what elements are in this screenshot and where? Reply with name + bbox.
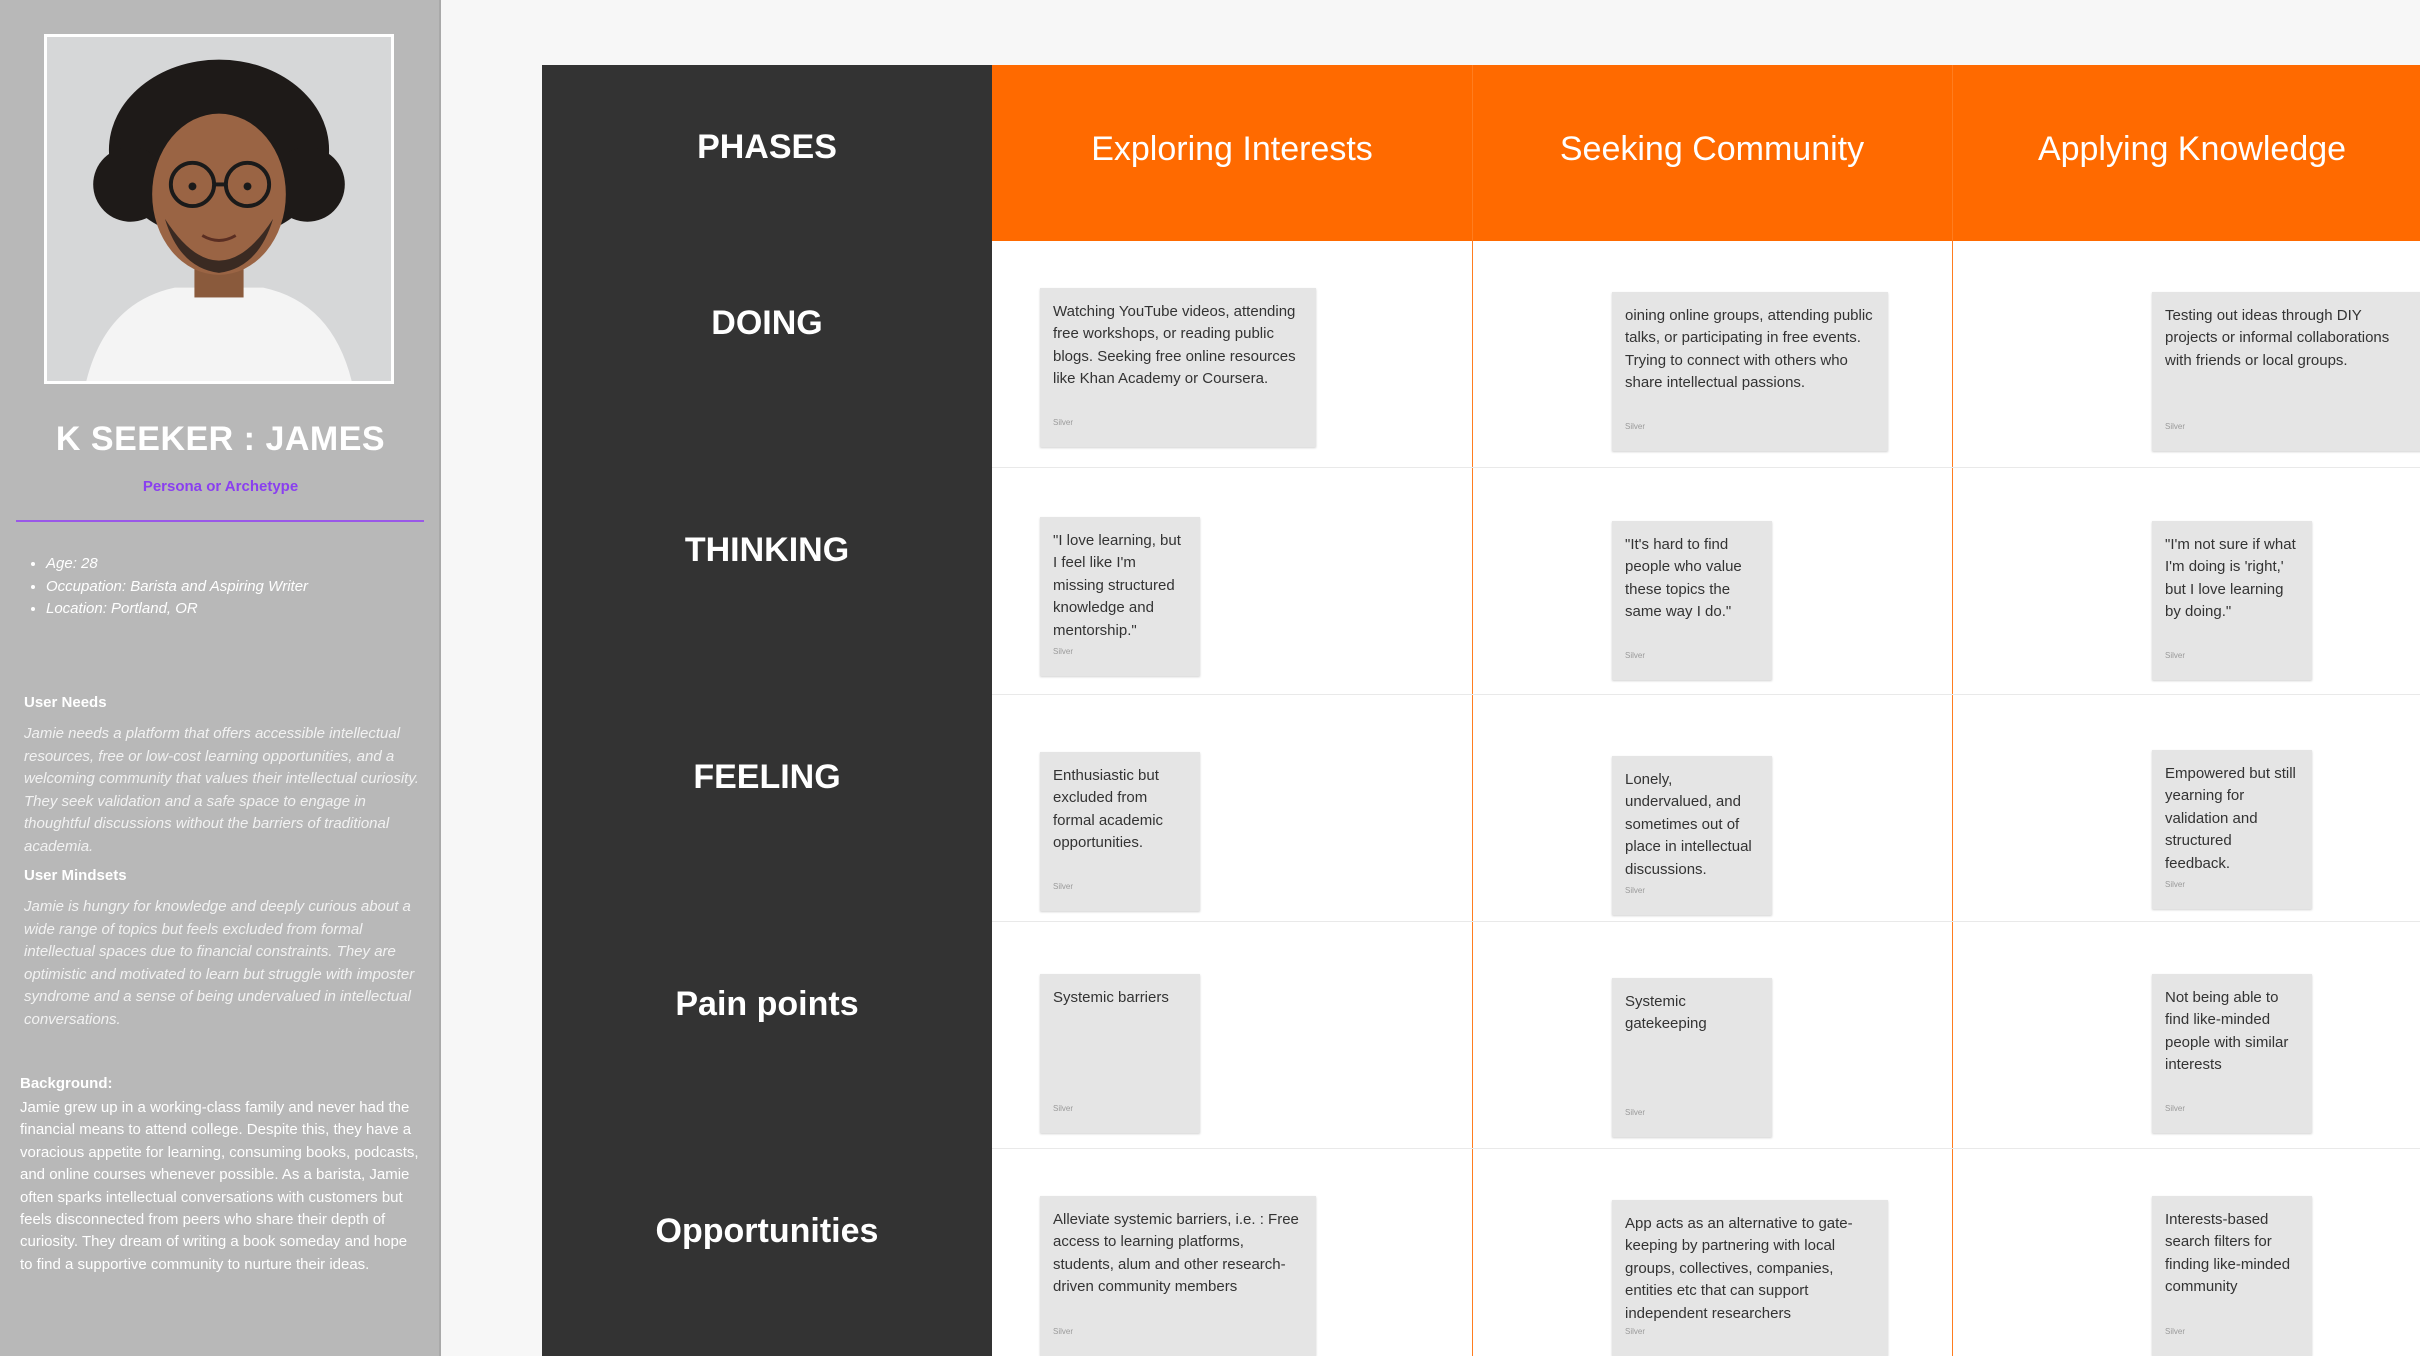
phase-applying-knowledge: Applying Knowledge <box>2037 130 2347 168</box>
row-header-column <box>542 65 992 1356</box>
column-divider <box>1472 65 1473 1356</box>
note-text: App acts as an alternative to gate-keeping by partnering with local groups, collectives, companies, entities etc that can support independent researchers <box>1625 1215 1853 1322</box>
fact-age: • Age: 28 <box>46 553 308 576</box>
note-tag: Silver <box>1053 646 1074 656</box>
note-tag: Silver <box>2165 650 2186 660</box>
phase-exploring-interests: Exploring Interests <box>1091 130 1373 168</box>
row-divider <box>992 694 2420 695</box>
sticky-note-pain-community[interactable] <box>1612 978 1772 1137</box>
sticky-note-doing-community[interactable] <box>1612 292 1888 451</box>
note-text: Interests-based search filters for finding like-minded community <box>2165 1211 2291 1296</box>
row-label-opportunities: Opportunities <box>655 1212 879 1250</box>
note-tag: Silver <box>2165 879 2186 889</box>
fact-location: • Location: Portland, OR <box>46 598 308 621</box>
note-text: Not being able to find like-minded people with similar interests <box>2165 989 2289 1074</box>
note-text: Enthusiastic but excluded from formal academic opportunities. <box>1053 767 1164 852</box>
note-tag: Silver <box>2165 1103 2186 1113</box>
sticky-note-opps-applying[interactable] <box>2152 1196 2312 1356</box>
sticky-note-thinking-community[interactable] <box>1612 521 1772 680</box>
note-tag: Silver <box>2165 421 2186 431</box>
note-text: Testing out ideas through DIY projects or informal collaborations with friends or local groups. <box>2165 307 2390 369</box>
note-text: Watching YouTube videos, attending free workshops, or reading public blogs. Seeking free online resources like Khan Academy or Coursera. <box>1053 303 1296 388</box>
note-text: Systemic gatekeeping <box>1625 993 1707 1033</box>
sticky-note-doing-exploring[interactable] <box>1040 288 1316 447</box>
user-needs-text: Jamie needs a platform that offers accessible intellectual resources, free or low-cost learning opportunities, and a welcoming community that values their intellectual curiosity. They seek validation and a safe space to engage in thoughtful discussions without the barriers of traditional academia. <box>24 725 419 855</box>
note-text: Systemic barriers <box>1053 989 1169 1006</box>
user-mindsets-text: Jamie is hungry for knowledge and deeply curious about a wide range of topics but feels excluded from formal intellectual spaces due to financial constraints. They are optimistic and motivated to learn but struggle with imposter syndrome and a sense of being undervalued in intellectual conversations. <box>24 898 415 1028</box>
journey-map <box>542 65 2420 1356</box>
row-label-doing: DOING <box>711 304 823 342</box>
sticky-note-pain-exploring[interactable] <box>1040 974 1200 1133</box>
note-tag: Silver <box>1625 1326 1646 1336</box>
row-divider <box>992 1148 2420 1149</box>
sticky-note-pain-applying[interactable] <box>2152 974 2312 1133</box>
persona-panel <box>0 0 441 1356</box>
note-tag: Silver <box>1625 885 1646 895</box>
background-heading: Background: <box>20 1075 113 1092</box>
note-tag: Silver <box>1625 1107 1646 1117</box>
persona-facts <box>30 553 308 621</box>
note-text: "I'm not sure if what I'm doing is 'right,' but I love learning by doing." <box>2165 536 2296 621</box>
note-text: Empowered but still yearning for validation and structured feedback. <box>2165 765 2296 872</box>
row-divider <box>992 467 2420 468</box>
persona-photo <box>44 34 394 384</box>
row-divider <box>992 921 2420 922</box>
persona-name: K SEEKER : JAMES <box>55 420 386 458</box>
note-text: oining online groups, attending public talks, or participating in free events. Trying to connect with others who share intellectual passions. <box>1625 307 1873 392</box>
note-tag: Silver <box>1053 417 1074 427</box>
note-tag: Silver <box>1625 650 1646 660</box>
user-mindsets-heading: User Mindsets <box>24 867 127 884</box>
note-tag: Silver <box>1053 1326 1074 1336</box>
persona-divider <box>16 520 424 522</box>
note-text: "I love learning, but I feel like I'm missing structured knowledge and mentorship." <box>1053 532 1181 639</box>
sticky-note-feeling-exploring[interactable] <box>1040 752 1200 911</box>
note-text: Alleviate systemic barriers, i.e. : Free access to learning platforms, students, alum and other research-driven community members <box>1053 1211 1299 1296</box>
fact-occupation: • Occupation: Barista and Aspiring Writer <box>46 576 308 599</box>
row-label-pain-points: Pain points <box>675 985 859 1023</box>
note-tag: Silver <box>1625 421 1646 431</box>
note-text: "It's hard to find people who value these topics the same way I do." <box>1625 536 1742 621</box>
persona-subtitle: Persona or Archetype <box>142 478 299 495</box>
note-text: Lonely, undervalued, and sometimes out of place in intellectual discussions. <box>1625 771 1752 878</box>
sticky-note-feeling-community[interactable] <box>1612 756 1772 915</box>
sticky-note-opps-exploring[interactable] <box>1040 1196 1316 1356</box>
sticky-note-thinking-applying[interactable] <box>2152 521 2312 680</box>
sticky-note-opps-community[interactable] <box>1612 1200 1888 1356</box>
background-text: Jamie grew up in a working-class family and never had the financial means to attend college. Despite this, they have a voracious appetite for learning, consuming books, podcasts, and online courses whenever possible. As a barista, Jamie often sparks intellectual conversations with customers but feels disconnected from peers who share their depth of curiosity. They dream of writing a book someday and hope to find a supportive community to nurture their ideas. <box>20 1099 419 1273</box>
note-tag: Silver <box>1053 1103 1074 1113</box>
note-tag: Silver <box>2165 1326 2186 1336</box>
sticky-note-doing-applying[interactable] <box>2152 292 2420 451</box>
column-divider <box>1952 65 1953 1356</box>
sticky-note-thinking-exploring[interactable] <box>1040 517 1200 676</box>
row-label-feeling: FEELING <box>693 758 841 796</box>
row-label-thinking: THINKING <box>684 531 850 569</box>
user-needs-heading: User Needs <box>24 694 107 711</box>
phases-label: PHASES <box>697 128 837 166</box>
portrait-image <box>47 37 391 381</box>
phase-seeking-community: Seeking Community <box>1559 130 1865 168</box>
sticky-note-feeling-applying[interactable] <box>2152 750 2312 909</box>
note-tag: Silver <box>1053 881 1074 891</box>
